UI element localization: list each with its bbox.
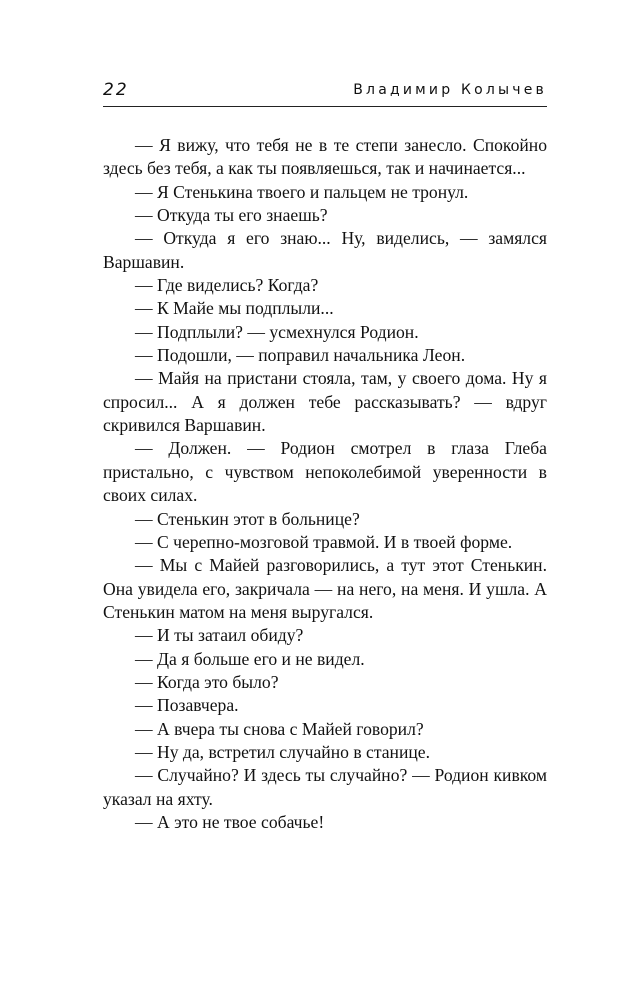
paragraph: — Я Стенькина твоего и пальцем не тронул.	[135, 181, 469, 202]
paragraph: — Позавчера.	[135, 695, 239, 716]
paragraph: — И ты затаил обиду?	[135, 625, 304, 646]
paragraph: — Должен. — Родион смотрел в глаза Глеба пристально, с чувством непоколебимой уверенности в своих силах.	[103, 438, 547, 506]
running-head	[103, 80, 547, 106]
paragraph: — Откуда я его знаю... Ну, виделись, — замялся Варшавин.	[103, 228, 547, 272]
paragraph: — Я вижу, что тебя не в те степи занесло. Спокойно здесь без тебя, а как ты появляешься, так и начинается...	[103, 135, 547, 179]
paragraph: — А вчера ты снова с Майей говорил?	[135, 718, 424, 739]
paragraph: — Да я больше его и не видел.	[135, 648, 365, 669]
paragraph: — Мы с Майей разговорились, а тут этот Стенькин. Она увидела его, закричала — на него, на меня. И ушла. А Стенькин матом на меня выругался.	[103, 555, 547, 622]
paragraph: — А это не твое собачье!	[135, 811, 325, 832]
author-name: Владимир Колычев	[353, 82, 547, 98]
paragraph: — Случайно? И здесь ты случайно? — Родион кивком указал на яхту.	[103, 765, 547, 809]
paragraph: — Подплыли? — усмехнулся Родион.	[135, 321, 419, 342]
paragraph: — С черепно-мозговой травмой. И в твоей форме.	[135, 531, 513, 552]
paragraph: — Откуда ты его знаешь?	[135, 205, 328, 226]
paragraph: — Стенькин этот в больнице?	[135, 508, 360, 529]
paragraph: — Где виделись? Когда?	[135, 275, 319, 296]
page-number: 22	[103, 80, 129, 100]
paragraph: — Когда это было?	[135, 671, 279, 692]
paragraph: — Ну да, встретил случайно в станице.	[135, 741, 431, 762]
paragraph: — Подошли, — поправил начальника Леон.	[135, 345, 466, 366]
body-text	[103, 134, 547, 834]
paragraph: — Майя на пристани стояла, там, у своего дома. Ну я спросил... А я должен тебе рассказывать? — вдруг скривился Варшавин.	[103, 368, 547, 436]
header-rule	[103, 106, 547, 107]
paragraph: — К Майе мы подплыли...	[135, 298, 334, 319]
